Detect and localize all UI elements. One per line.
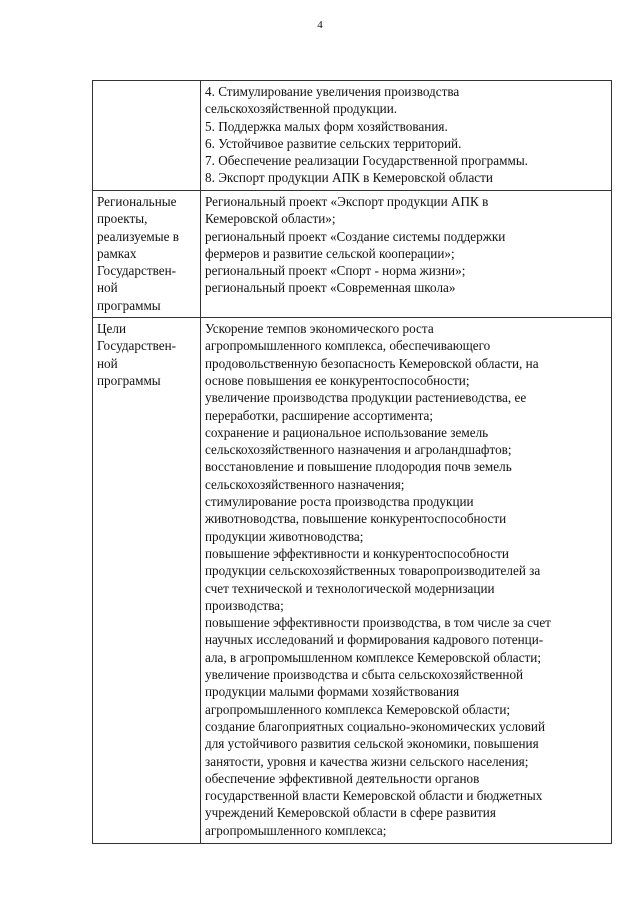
content-line: региональный проект «Современная школа»	[205, 280, 456, 296]
label-line: программы	[97, 297, 161, 313]
label-line: Государствен-	[97, 263, 177, 279]
content-line: основе повышения ее конкурентоспособности;	[205, 372, 470, 388]
label-line: ной	[97, 280, 118, 296]
content-line: 6. Устойчивое развитие сельских территорий.	[205, 135, 462, 151]
label-line: ной	[97, 355, 118, 371]
content-line: увеличение производства и сбыта сельскохозяйственной	[205, 667, 524, 683]
content-line: повышение эффективности производства, в том числе за счет	[205, 615, 551, 631]
label-line: Государствен-	[97, 338, 177, 354]
content-line: увеличение производства продукции растениеводства, ее	[205, 390, 527, 406]
content-line: 5. Поддержка малых форм хозяйствования.	[205, 118, 448, 134]
label-line: Цели	[97, 321, 127, 337]
row-content-cell	[201, 318, 612, 844]
label-line: реализуемые в	[97, 228, 180, 244]
page-number: 4	[317, 19, 323, 31]
content-line: сохранение и рациональное использование земель	[205, 424, 489, 440]
content-line: сельскохозяйственной продукции.	[205, 101, 398, 117]
content-line: сельскохозяйственного назначения и агроландшафтов;	[205, 442, 512, 458]
content-line: Ускорение темпов экономического роста	[205, 321, 434, 337]
content-line: научных исследований и формирования кадрового потенци-	[205, 632, 544, 648]
content-line: стимулирование роста производства продукции	[205, 494, 474, 510]
content-line: для устойчивого развития сельской экономики, повышения	[205, 736, 539, 752]
content-line: агропромышленного комплекса, обеспечивающего	[205, 338, 491, 354]
content-line: продукции сельскохозяйственных товаропроизводителей за	[205, 563, 541, 579]
content-line: создание благоприятных социально-экономических условий	[205, 718, 546, 734]
content-line: продукции малыми формами хозяйствования	[205, 684, 460, 700]
label-line: рамках	[97, 245, 137, 261]
table-row-regional-projects	[93, 191, 612, 318]
row-label-cell	[93, 81, 201, 191]
label-line: программы	[97, 372, 161, 388]
row-content-cell	[201, 191, 612, 318]
content-line: региональный проект «Спорт - норма жизни»;	[205, 263, 466, 279]
program-passport-table	[92, 80, 612, 844]
content-line: Региональный проект «Экспорт продукции АПК в	[205, 194, 489, 209]
content-line: 8. Экспорт продукции АПК в Кемеровской области	[205, 170, 493, 186]
content-line: животноводства, повышение конкурентоспособности	[205, 511, 507, 527]
content-line: занятости, уровня и качества жизни сельского населения;	[205, 753, 529, 769]
label-line: Региональные	[97, 194, 177, 209]
row-label-cell	[93, 318, 201, 844]
content-line: счет технической и технологической модернизации	[205, 580, 495, 596]
content-line: производства;	[205, 597, 284, 613]
content-line: обеспечение эффективной деятельности органов	[205, 770, 480, 786]
content-line: продовольственную безопасность Кемеровской области, на	[205, 355, 539, 371]
label-line: проекты,	[97, 211, 148, 227]
table-row-subprograms	[93, 81, 612, 191]
content-line: ала, в агропромышленном комплексе Кемеровской области;	[205, 649, 541, 665]
content-line: 7. Обеспечение реализации Государственной программы.	[205, 153, 528, 169]
content-line: продукции животноводства;	[205, 528, 364, 544]
content-line: региональный проект «Создание системы поддержки	[205, 228, 506, 244]
content-line: повышение эффективности и конкурентоспособности	[205, 545, 509, 561]
content-line: агропромышленного комплекса;	[205, 822, 387, 838]
content-line: фермеров и развитие сельской кооперации»;	[205, 245, 455, 261]
content-line: учреждений Кемеровской области в сфере развития	[205, 805, 496, 821]
content-line: 4. Стимулирование увеличения производства	[205, 84, 460, 99]
content-line: сельскохозяйственного назначения;	[205, 476, 405, 492]
table-row-program-goals	[93, 318, 612, 844]
content-line: переработки, расширение ассортимента;	[205, 407, 434, 423]
content-line: государственной власти Кемеровской области и бюджетных	[205, 788, 543, 804]
content-line: восстановление и повышение плодородия почв земель	[205, 459, 512, 475]
content-line: агропромышленного комплекса Кемеровской области;	[205, 701, 511, 717]
content-line: Кемеровской области»;	[205, 211, 336, 227]
row-label-cell	[93, 191, 201, 318]
row-content-cell	[201, 81, 612, 191]
